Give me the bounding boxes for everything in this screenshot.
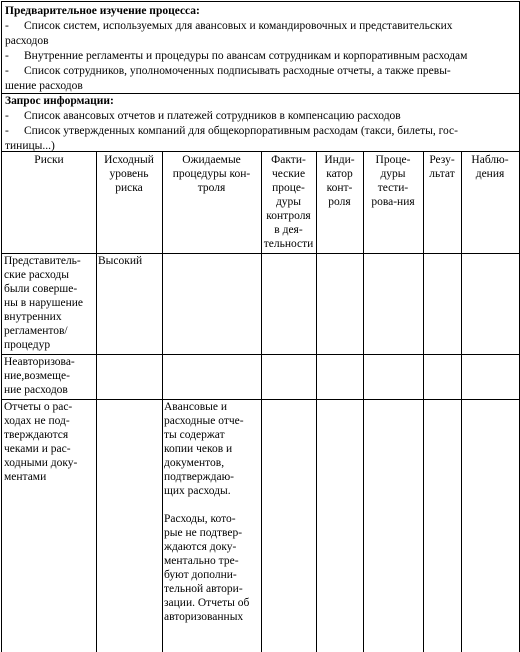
header-cell xyxy=(365,153,421,209)
column-divider xyxy=(363,151,364,652)
bullet-dash: - xyxy=(5,125,9,137)
cell-line: тверждаются xyxy=(4,429,69,441)
cell-line: Неавторизова- xyxy=(4,356,75,368)
cell-line: Отчеты о рас- xyxy=(4,401,73,413)
cell-line: катор xyxy=(326,168,353,180)
cell-line: ны в нарушение xyxy=(4,297,84,309)
bullet-dash: - xyxy=(5,110,9,122)
list-item-text: Внутренние регламенты и процедуры по авансам сотрудникам и корпоративным расходам xyxy=(24,50,468,62)
cell-line: рова-ния xyxy=(371,196,415,208)
cell-line: Наблю- xyxy=(471,154,509,166)
section-title: Запрос информации: xyxy=(5,95,114,107)
cell-line: внутренних xyxy=(4,311,62,323)
column-divider xyxy=(423,151,424,652)
cell-line: ментами xyxy=(4,471,47,483)
cell-line: дуры xyxy=(275,196,302,208)
cell-line: ментально тре- xyxy=(164,555,239,567)
risk-level-cell xyxy=(98,254,160,268)
cell-line: Исходный xyxy=(104,154,154,166)
document-page xyxy=(1,1,520,652)
list-item-continuation: шение расходов xyxy=(5,80,83,92)
cell-line: ходах не под- xyxy=(4,415,70,427)
cell-line: Резу- xyxy=(429,154,455,166)
cell-line: зации. Отчеты об xyxy=(164,597,250,609)
cell-line: расходные отче- xyxy=(164,415,244,427)
cell-line: авторизованных xyxy=(164,611,244,623)
cell-line: Высокий xyxy=(98,255,143,267)
cell-line: риска xyxy=(115,182,143,194)
cell-line: ческие xyxy=(271,168,306,180)
column-divider xyxy=(261,151,262,652)
header-cell xyxy=(98,153,160,195)
list-item-text: Список утвержденных компаний для общекорпоративным расходам (такси, билеты, гос- xyxy=(24,125,458,137)
cell-line: ты содержат xyxy=(164,429,225,441)
column-divider xyxy=(96,151,97,652)
cell-line: регламентов/ xyxy=(4,325,68,337)
cell-line: троля xyxy=(197,182,226,194)
header-cell xyxy=(463,153,517,181)
list-item xyxy=(2,64,519,94)
cell-line: Ожидаемые xyxy=(182,154,241,166)
cell-line: роля xyxy=(328,196,351,208)
cell-line: Инди- xyxy=(324,154,355,166)
cell-line: ходными доку- xyxy=(4,457,78,469)
cell-line: копии чеков и xyxy=(164,443,233,455)
cell-line: дения xyxy=(475,168,505,180)
risk-cell xyxy=(4,400,94,484)
cell-line: процедур xyxy=(4,339,51,351)
section-info-request xyxy=(2,94,519,154)
header-cell xyxy=(164,153,259,195)
cell-line: Представитель- xyxy=(4,255,81,267)
cell-line: Риски xyxy=(34,154,64,166)
cell-line: Расходы, кото- xyxy=(164,513,236,525)
header-cell xyxy=(4,153,94,167)
cell-line: Проце- xyxy=(375,154,411,166)
column-divider xyxy=(461,151,462,652)
cell-line: ние расходов xyxy=(4,384,68,396)
header-cell xyxy=(318,153,361,209)
section-title: Предварительное изучение процесса: xyxy=(5,5,200,17)
risk-cell xyxy=(4,254,94,352)
cell-line: чеками и рас- xyxy=(4,443,71,455)
column-divider xyxy=(162,151,163,652)
cell-line: проце- xyxy=(272,182,305,194)
cell-line: ние,возмеще- xyxy=(4,370,70,382)
cell-line: ские расходы xyxy=(4,269,69,281)
cell-line: в дея- xyxy=(274,224,303,236)
bullet-dash: - xyxy=(5,50,9,62)
header-cell xyxy=(425,153,459,181)
column-divider xyxy=(316,151,317,652)
list-item xyxy=(2,19,519,49)
cell-line: льтат xyxy=(429,168,455,180)
bullet-dash: - xyxy=(5,65,9,77)
risk-cell xyxy=(4,355,94,397)
cell-line: дуры xyxy=(380,168,406,180)
list-item-continuation: тиницы...) xyxy=(5,140,55,152)
cell-line: уровень xyxy=(109,168,149,180)
expected-controls-cell xyxy=(164,400,259,624)
cell-line: Авансовые и xyxy=(164,401,227,413)
cell-line: щих расходы. xyxy=(164,485,231,497)
section-preliminary-study xyxy=(2,4,519,94)
cell-line: процедуры кон- xyxy=(172,168,251,180)
cell-line: буют дополни- xyxy=(164,569,237,581)
list-item-text: Список сотрудников, уполномоченных подписывать расходные отчеты, а также превы- xyxy=(24,65,451,77)
header-cell xyxy=(263,153,314,251)
cell-line: ждаются доку- xyxy=(164,541,237,553)
list-item-continuation: расходов xyxy=(5,35,49,47)
cell-line: конт- xyxy=(326,182,353,194)
list-item-text: Список авансовых отчетов и платежей сотрудников в компенсацию расходов xyxy=(24,110,401,122)
list-item xyxy=(2,124,519,154)
cell-line: рые не подтвер- xyxy=(164,527,243,539)
cell-line: тельности xyxy=(263,238,314,250)
cell-line: тельной автори- xyxy=(164,583,243,595)
cell-line: документов, xyxy=(164,457,225,469)
cell-line: контроля xyxy=(266,210,311,222)
cell-line: тести- xyxy=(377,182,409,194)
cell-line: были соверше- xyxy=(4,283,78,295)
list-item-text: Список систем, используемых для авансовых и командировочных и представительских xyxy=(24,20,453,32)
bullet-dash: - xyxy=(5,20,9,32)
cell-line xyxy=(164,498,259,512)
list-item xyxy=(2,109,519,124)
cell-line: подтверждаю- xyxy=(164,471,234,483)
list-item xyxy=(2,49,519,64)
cell-line: Факти- xyxy=(271,154,306,166)
